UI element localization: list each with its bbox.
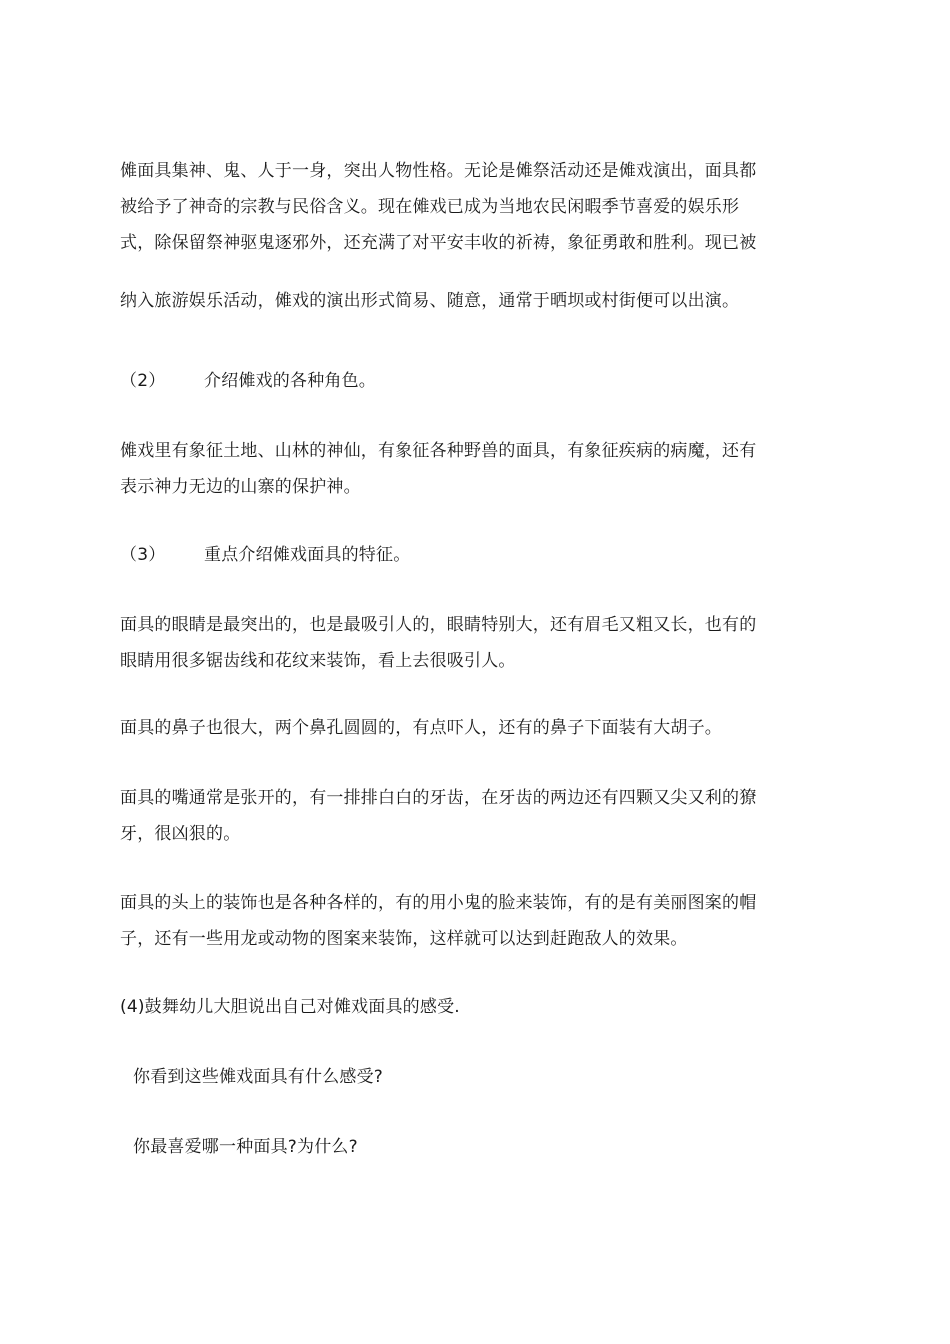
- paragraph-line: 面具的嘴通常是张开的，有一排排白白的牙齿，在牙齿的两边还有四颗又尖又利的獠: [120, 788, 757, 808]
- paragraph-line: 牙，很凶狠的。: [120, 824, 241, 844]
- paragraph-line: 面具的头上的装饰也是各种各样的，有的用小鬼的脸来装饰，有的是有美丽图案的帽: [120, 893, 757, 913]
- section-number: （3）: [120, 545, 166, 565]
- paragraph-line: 面具的眼睛是最突出的，也是最吸引人的，眼睛特别大，还有眉毛又粗又长，也有的: [120, 615, 757, 635]
- section-4-heading: (4)鼓舞幼儿大胆说出自己对傩戏面具的感受.: [120, 997, 460, 1017]
- section-2-heading: [120, 370, 376, 392]
- question-line: 你最喜爱哪一种面具?为什么?: [133, 1137, 358, 1157]
- paragraph-line: 眼睛用很多锯齿线和花纹来装饰，看上去很吸引人。: [120, 651, 516, 671]
- section-3-heading: [120, 544, 410, 566]
- paragraph-line: 傩戏里有象征土地、山林的神仙，有象征各种野兽的面具，有象征疾病的病魔，还有: [120, 441, 757, 461]
- paragraph-line: 子，还有一些用龙或动物的图案来装饰，这样就可以达到赶跑敌人的效果。: [120, 929, 688, 949]
- paragraph-line: 面具的鼻子也很大，两个鼻孔圆圆的，有点吓人，还有的鼻子下面装有大胡子。: [120, 718, 722, 738]
- section-number: （2）: [120, 371, 166, 391]
- paragraph-line: 纳入旅游娱乐活动，傩戏的演出形式简易、随意，通常于晒坝或村街便可以出演。: [120, 291, 740, 311]
- section-title: 介绍傩戏的各种角色。: [204, 371, 376, 391]
- paragraph-line: 式，除保留祭神驱鬼逐邪外，还充满了对平安丰收的祈祷，象征勇敢和胜利。现已被: [120, 233, 757, 253]
- paragraph-line: 被给予了神奇的宗教与民俗含义。现在傩戏已成为当地农民闲暇季节喜爱的娱乐形: [120, 197, 740, 217]
- paragraph-line: 表示神力无边的山寨的保护神。: [120, 477, 361, 497]
- section-title: 重点介绍傩戏面具的特征。: [204, 545, 411, 565]
- paragraph-line: 傩面具集神、鬼、人于一身，突出人物性格。无论是傩祭活动还是傩戏演出，面具都: [120, 161, 757, 181]
- question-line: 你看到这些傩戏面具有什么感受?: [133, 1067, 384, 1087]
